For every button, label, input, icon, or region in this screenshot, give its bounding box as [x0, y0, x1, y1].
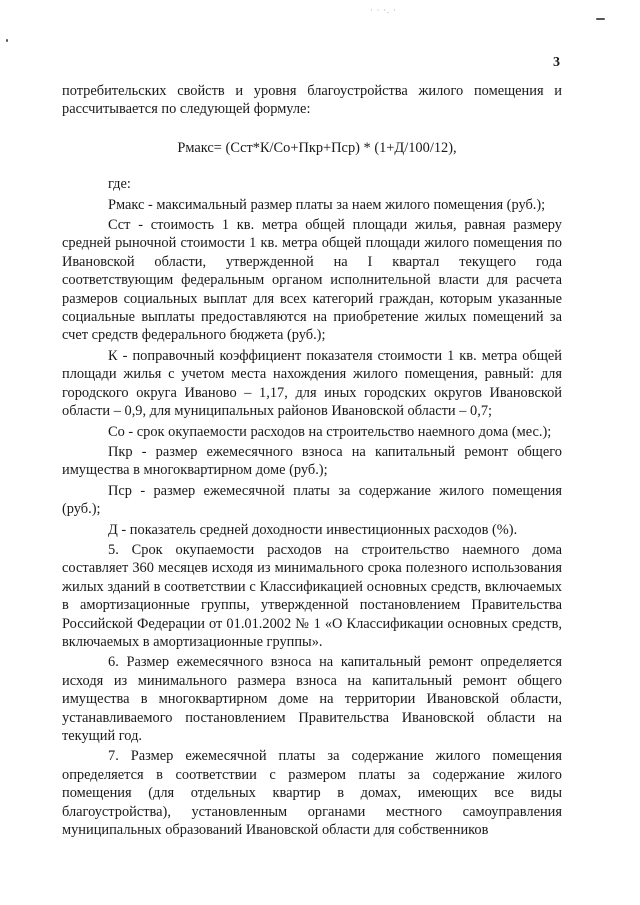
scan-speck — [6, 39, 8, 42]
definition-k: К - поправочный коэффициент показателя стоимости 1 кв. метра общей площади жилья с учетом места нахождения жилого помещения, равный: для городского округа Иваново – 1,17, для иных городских округов Ивановской области – 0,9, для муниципальных районов Ивановской области – 0,7; — [62, 347, 562, 420]
page-number: 3 — [553, 55, 560, 70]
definition-rmaks: Рмакс - максимальный размер платы за наем жилого помещения (руб.); — [108, 196, 546, 213]
definition-psr: Пср - размер ежемесячной платы за содержание жилого помещения (руб.); — [62, 482, 562, 518]
item-7: 7. Размер ежемесячной платы за содержание жилого помещения определяется в соответствии с размером платы за содержание жилого помещения (для отдельных квартир в домах, имеющих все виды благоустройства), установленным органами местного самоуправления муниципальных образований Ивановской области для собственников — [62, 748, 562, 839]
item-5: 5. Срок окупаемости расходов на строительство наемного дома составляет 360 месяцев исходя из минимального срока полезного использования жилых зданий в соответствии с Классификацией основных средств, включаемых в амортизационные группы, утвержденной постановлением Правительства Российской Федерации от 01.01.2002 № 1 «О Классификации основных средств, включаемых в амортизационные группы». — [62, 541, 562, 650]
where-label: где: — [108, 176, 131, 193]
definition-pkr: Пкр - размер ежемесячного взноса на капитальный ремонт общего имущества в многоквартирном доме (руб.); — [62, 443, 562, 479]
item-6: 6. Размер ежемесячного взноса на капитальный ремонт определяется исходя из минимального размера взноса на капитальный ремонт общего имущества в многоквартирном доме на территории Ивановской области, устанавливаемого постановлением Правительства Ивановской области на текущий год. — [62, 654, 562, 744]
definition-sst: Сст - стоимость 1 кв. метра общей площади жилья, равная размеру средней рыночной стоимости 1 кв. метра общей площади жилого помещения по Ивановской области, утвержденной на I квартал текущего года соответствующим федеральным органом исполнительной власти для расчета размеров социальных выплат для всех категорий граждан, которым указанные социальные выплаты предоставляются на приобретение жилых помещений за счет средств федерального бюджета (руб.); — [62, 217, 562, 344]
definition-so: Со - срок окупаемости расходов на строительство наемного дома (мес.); — [108, 423, 552, 440]
scan-speck — [596, 18, 605, 20]
scan-artifact: · · ·. · — [370, 6, 397, 15]
intro-paragraph: потребительских свойств и уровня благоустройства жилого помещения и рассчитывается по следующей формуле: — [62, 83, 562, 118]
document-body — [62, 82, 562, 839]
formula: Рмакс= (Сст*К/Со+Пкр+Пср) * (1+Д/100/12), — [177, 139, 457, 156]
definition-d: Д - показатель средней доходности инвестиционных расходов (%). — [108, 521, 518, 538]
